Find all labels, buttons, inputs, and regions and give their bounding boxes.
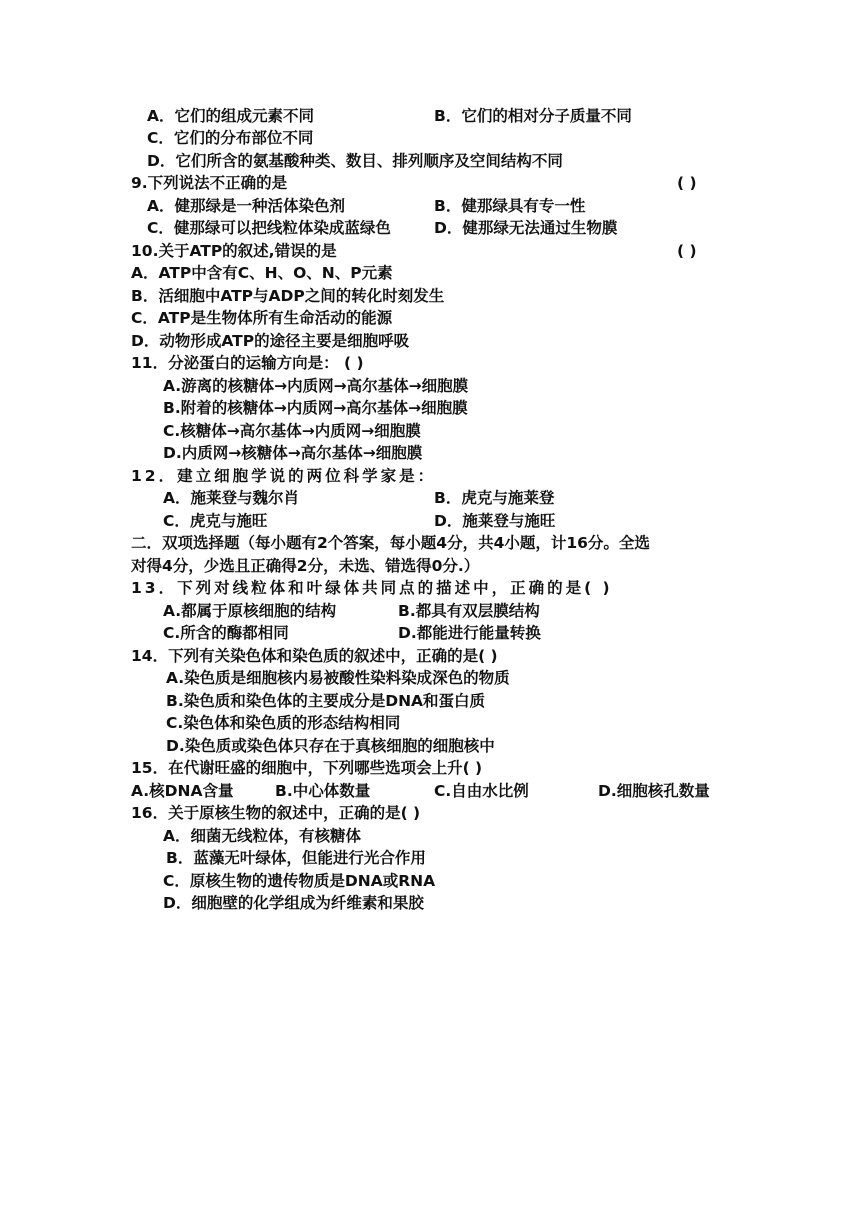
q16-option-c: C．原核生物的遗传物质是DNA或RNA	[163, 872, 436, 890]
q10-answer-bracket: ( )	[677, 242, 697, 260]
q16-option-d: D．细胞壁的化学组成为纤维素和果胶	[163, 894, 424, 912]
q9-option-a: A．健那绿是一种活体染色剂	[147, 197, 345, 215]
q15-option-a: A.核DNA含量	[131, 782, 234, 800]
q10-stem: 10.关于ATP的叙述,错误的是	[131, 242, 337, 260]
q8-option-b: B．它们的相对分子质量不同	[434, 107, 632, 125]
q15-option-c: C.自由水比例	[434, 782, 529, 800]
q11-stem: 11．分泌蛋白的运输方向是： ( )	[131, 354, 364, 372]
q9-option-b: B．健那绿具有专一性	[434, 197, 586, 215]
q11-option-a: A.游离的核糖体→内质网→高尔基体→细胞膜	[163, 377, 469, 395]
q14-option-c: C.染色体和染色质的形态结构相同	[166, 714, 401, 732]
section2-heading-line2: 对得4分，少选且正确得2分，未选、错选得0分.）	[131, 557, 480, 575]
q16-option-a: A．细菌无线粒体，有核糖体	[163, 827, 361, 845]
section2-heading-line1: 二．双项选择题（每小题有2个答案，每小题4分，共4小题，计16分。全选	[131, 534, 650, 552]
q13-option-d: D.都能进行能量转换	[398, 624, 541, 642]
q10-option-c: C．ATP是生物体所有生命活动的能源	[131, 309, 393, 327]
q9-option-c: C．健那绿可以把线粒体染成蓝绿色	[147, 219, 391, 237]
q10-option-a: A．ATP中含有C、H、O、N、P元素	[131, 264, 393, 282]
q12-option-a: A．施莱登与魏尔肖	[163, 489, 299, 507]
q15-option-b: B.中心体数量	[275, 782, 371, 800]
q10-option-b: B．活细胞中ATP与ADP之间的转化时刻发生	[131, 287, 445, 305]
q9-option-d: D．健那绿无法通过生物膜	[434, 219, 618, 237]
q9-stem: 9.下列说法不正确的是	[131, 174, 288, 192]
q9-answer-bracket: ( )	[677, 174, 697, 192]
q8-option-c: C．它们的分布部位不同	[147, 129, 314, 147]
q12-stem: 12．建立细胞学说的两位科学家是：	[131, 467, 437, 485]
q11-option-c: C.核糖体→高尔基体→内质网→细胞膜	[163, 422, 421, 440]
q15-option-d: D.细胞核孔数量	[598, 782, 710, 800]
q8-option-a: A．它们的组成元素不同	[147, 107, 314, 125]
q14-option-a: A.染色质是细胞核内易被酸性染料染成深色的物质	[166, 669, 510, 687]
q16-option-b: B．蓝藻无叶绿体，但能进行光合作用	[166, 849, 426, 867]
q8-option-d: D．它们所含的氨基酸种类、数目、排列顺序及空间结构不同	[147, 152, 563, 170]
q13-option-c: C.所含的酶都相同	[163, 624, 289, 642]
q13-stem: 13．下列对线粒体和叶绿体共同点的描述中，正确的是( )	[131, 579, 613, 597]
q11-option-b: B.附着的核糖体→内质网→高尔基体→细胞膜	[163, 399, 468, 417]
q12-option-b: B．虎克与施莱登	[434, 489, 555, 507]
q14-option-d: D.染色质或染色体只存在于真核细胞的细胞核中	[166, 737, 495, 755]
q16-stem: 16．关于原核生物的叙述中，正确的是( )	[131, 804, 421, 822]
q12-option-d: D．施莱登与施旺	[434, 512, 556, 530]
q12-option-c: C．虎克与施旺	[163, 512, 268, 530]
q10-option-d: D．动物形成ATP的途径主要是细胞呼吸	[131, 332, 410, 350]
q13-option-a: A.都属于原核细胞的结构	[163, 602, 337, 620]
q13-option-b: B.都具有双层膜结构	[398, 602, 540, 620]
q11-option-d: D.内质网→核糖体→高尔基体→细胞膜	[163, 444, 423, 462]
q14-option-b: B.染色质和染色体的主要成分是DNA和蛋白质	[166, 692, 486, 710]
q14-stem: 14．下列有关染色体和染色质的叙述中，正确的是( )	[131, 647, 498, 665]
q15-stem: 15．在代谢旺盛的细胞中，下列哪些选项会上升( )	[131, 759, 483, 777]
